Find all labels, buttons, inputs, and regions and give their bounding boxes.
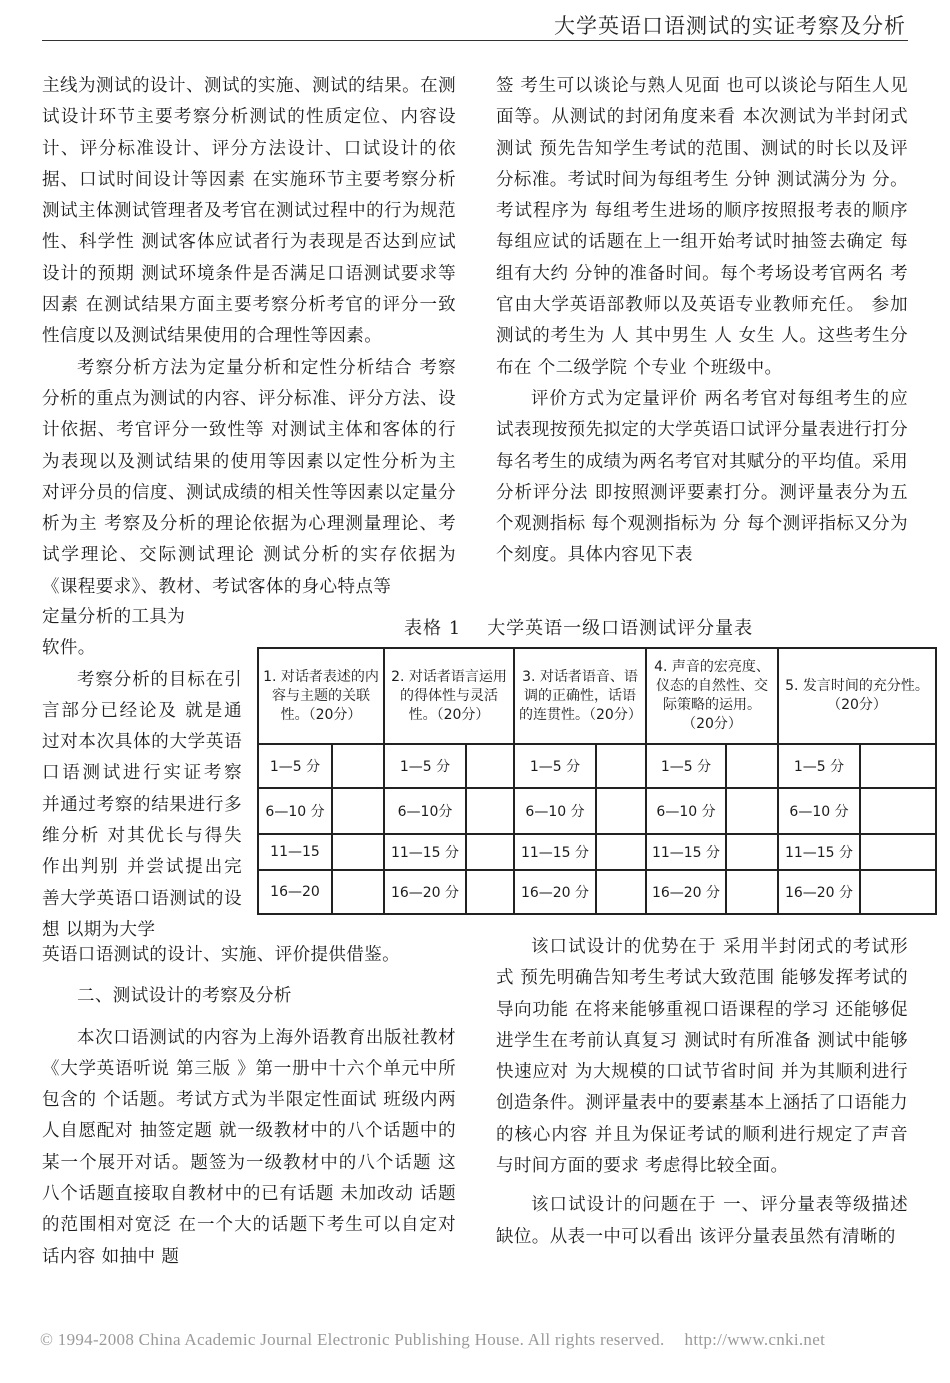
table-caption: [404, 614, 753, 640]
left-paragraph-2: 考察分析方法为定量分析和定性分析结合 考察分析的重点为测试的内容、评分标准、评分方法、设计依据、考官评分一致性等 对测试主体和客体的行为表现以及测试结果的使用等因素以定性分析为主 对评分员的信度、测试成绩的相关性等因素以定量分析为主 考察及分析的理论依据为心理测量理论、考试学理论、交际测试理论 测试分析的实存依据为《课程要求》、教材、考试客体的身心特点等: [42, 357, 456, 597]
table-blank-cell: [860, 744, 936, 788]
table-blank-cell: [466, 744, 514, 788]
table-blank-cell: [466, 870, 514, 914]
table-header-cell: 5. 发言时间的充分性。（20分）: [778, 648, 936, 744]
left-tail-continuation: 英语口语测试的设计、实施、评价提供借鉴。: [42, 945, 400, 965]
right-paragraph-2: 评价方式为定量评价 两名考官对每组考生的应试表现按预先拟定的大学英语口试评分量表进行打分 每名考生的成绩为两名考官对其赋分的平均值。采用分析评分法 即按照测评要素打分。测评量表分为五个观测指标 每个观测指标为 分 每个测评指标又分为 个刻度。具体内容见下表: [496, 388, 908, 566]
table-header-cell: 2. 对话者语言运用的得体性与灵活性。（20分）: [384, 648, 514, 744]
table-blank-cell: [466, 834, 514, 870]
narrow-column: [42, 602, 242, 946]
scoring-scale-table: [257, 647, 937, 915]
table-cell: 1—5 分: [514, 744, 596, 788]
left-column: [42, 71, 456, 603]
table-blank-cell: [332, 834, 384, 870]
table-cell: 1—5 分: [384, 744, 466, 788]
table-header-cell: 3. 对话者语音、语调的正确性，话语的连贯性。（20分）: [514, 648, 646, 744]
section-heading: 二、测试设计的考察及分析: [77, 986, 292, 1007]
table-row: [258, 870, 936, 914]
table-blank-cell: [860, 788, 936, 834]
table-blank-cell: [332, 870, 384, 914]
table-cell: 6—10 分: [514, 788, 596, 834]
table-cell: 1—5 分: [646, 744, 726, 788]
header-rule: [42, 40, 908, 41]
table-cell: 16—20 分: [778, 870, 860, 914]
table-cell: 16—20 分: [514, 870, 596, 914]
table-cell: 1—5 分: [258, 744, 332, 788]
table-blank-cell: [596, 788, 646, 834]
table-caption-number: 表格 1: [404, 618, 462, 639]
table-blank-cell: [726, 834, 778, 870]
narrow-line-1: 定量分析的工具为: [42, 607, 186, 627]
table-blank-cell: [726, 744, 778, 788]
table-blank-cell: [332, 744, 384, 788]
table-cell: 16—20 分: [384, 870, 466, 914]
table-blank-cell: [726, 788, 778, 834]
table-cell: 6—10 分: [778, 788, 860, 834]
table-cell: 11—15 分: [778, 834, 860, 870]
footer-copyright: © 1994-2008 China Academic Journal Electronic Publishing House. All rights reserved.: [40, 1330, 665, 1349]
table-cell: 6—10 分: [258, 788, 332, 834]
table-blank-cell: [596, 834, 646, 870]
narrow-paragraph: 考察分析的目标在引言部分已经论及 就是通过对本次具体的大学英语口语测试进行实证考察 并通过考察的结果进行多维分析 对其优长与得失作出判别 并尝试提出完善大学英语口语测试的设想 以期为大学: [42, 669, 242, 940]
table-cell: 16—20: [258, 870, 332, 914]
table-blank-cell: [860, 834, 936, 870]
table-cell: 1—5 分: [778, 744, 860, 788]
table-blank-cell: [596, 744, 646, 788]
table-blank-cell: [466, 788, 514, 834]
left-tail-block: [42, 940, 456, 1273]
table-row: [258, 834, 936, 870]
table-blank-cell: [860, 870, 936, 914]
table-header-cell: 4. 声音的宏亮度、仪态的自然性、交际策略的运用。（20分）: [646, 648, 778, 744]
table-caption-title: 大学英语一级口语测试评分量表: [487, 618, 754, 639]
right-column: [496, 71, 908, 572]
footer-url[interactable]: http://www.cnki.net: [684, 1330, 826, 1349]
table-cell: 6—10分: [384, 788, 466, 834]
table-blank-cell: [726, 870, 778, 914]
table-row: [258, 788, 936, 834]
table-blank-cell: [596, 870, 646, 914]
left-tail-paragraph: 本次口语测试的内容为上海外语教育出版社教材《大学英语听说 第三版 》第一册中十六个单元中所包含的 个话题。考试方式为半限定性面试 班级内两人自愿配对 抽签定题 就一级教材中的八个话题中的某一个展开对话。题签为一级教材中的八个话题 这八个话题直接取自教材中的已有话题 未加改动 话题的范围相对宽泛 在一个大的话题下考生可以自定对话内容 如抽中 题: [42, 1027, 456, 1267]
table-cell: 11—15 分: [384, 834, 466, 870]
narrow-line-2: 软件。: [42, 638, 96, 659]
right-column-lower: [496, 932, 908, 1253]
table-row: [258, 744, 936, 788]
table-header-row: [258, 648, 936, 744]
running-header-title: 大学英语口语测试的实证考察及分析: [554, 14, 906, 38]
right-lower-paragraph-2: 该口试设计的问题在于 一、评分量表等级描述缺位。从表一中可以看出 该评分量表虽然有清晰的: [496, 1195, 908, 1247]
table-cell: 11—15: [258, 834, 332, 870]
right-paragraph-1: 签 考生可以谈论与熟人见面 也可以谈论与陌生人见面等。从测试的封闭角度来看 本次测试为半封闭式测试 预先告知学生考试的范围、测试的时长以及评分标准。考试时间为每组考生 分钟 测试满分为 分。考试程序为 每组考生进场的顺序按照报考表的顺序 每组应试的话题在上一组开始考试时抽签去确定 每组有大约 分钟的准备时间。每个考场设考官两名 考官由大学英语部教师以及英语专业教师充任。 参加测试的考生为 人 其中男生 人 女生 人。这些考生分布在 个二级学院 个专业 个班级中。: [496, 76, 908, 378]
table-cell: 16—20 分: [646, 870, 726, 914]
left-paragraph-1: 主线为测试的设计、测试的实施、测试的结果。在测试设计环节主要考察分析测试的性质定位、内容设计、评分标准设计、评分方法设计、口试设计的依据、口试时间设计等因素 在实施环节主要考察分析测试主体测试管理者及考官在测试过程中的行为规范性、科学性 测试客体应试者行为表现是否达到应试设计的预期 测试环境条件是否满足口语测试要求等因素 在测试结果方面主要考察分析考官的评分一致性信度以及测试结果使用的合理性等因素。: [42, 76, 456, 347]
table-header-cell: 1. 对话者表述的内容与主题的关联性。（20分）: [258, 648, 384, 744]
table-cell: 11—15 分: [646, 834, 726, 870]
table-cell: 6—10 分: [646, 788, 726, 834]
right-lower-paragraph-1: 该口试设计的优势在于 采用半封闭式的考试形式 预先明确告知考生考试大致范围 能够发挥考试的导向功能 在将来能够重视口语课程的学习 还能够促进学生在考前认真复习 测试时有所准备 测试中能够快速应对 为大规模的口试节省时间 并为其顺利进行创造条件。测评量表中的要素基本上涵括了口语能力的核心内容 并且为保证考试的顺利进行规定了声音与时间方面的要求 考虑得比较全面。: [496, 937, 908, 1177]
table-blank-cell: [332, 788, 384, 834]
table-cell: 11—15 分: [514, 834, 596, 870]
footer: [40, 1330, 825, 1350]
